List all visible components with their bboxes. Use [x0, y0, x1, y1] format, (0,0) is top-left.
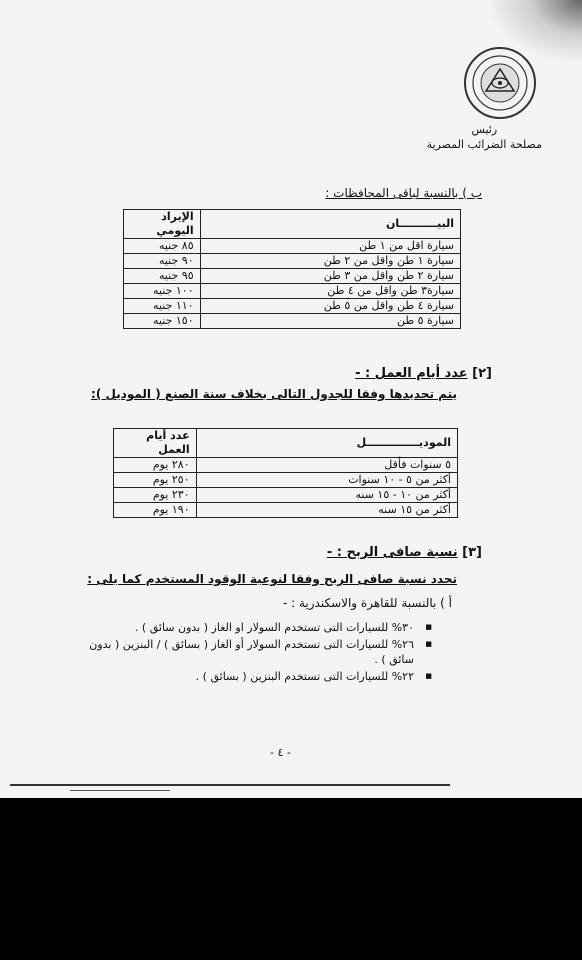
section-3-subheading: تحدد نسبة صافى الربح وفقا لنوعية الوقود المستخدم كما يلى : [87, 572, 457, 586]
table-header-row [114, 429, 458, 458]
work-days-table [113, 428, 458, 518]
seal-caption-title: رئيس [471, 123, 498, 136]
table-cell-description: سيارة ١ طن واقل من ٢ طن [200, 254, 460, 269]
table-cell-value: ٩٠ جنيه [124, 254, 201, 269]
section-2-number: [٢] [472, 366, 492, 381]
bottom-rule [10, 784, 450, 786]
bottom-rule-short [70, 790, 170, 791]
table-cell-value: ٨٥ جنيه [124, 239, 201, 254]
section-b-heading: ب ) بالنسبة لباقى المحافظات : [325, 186, 482, 200]
seal-caption [427, 122, 542, 152]
table-cell-value: ١١٠ جنيه [124, 299, 201, 314]
table-cell-description: أكثر من ٥ - ١٠ سنوات [196, 473, 457, 488]
official-seal-icon [462, 45, 538, 121]
table-cell-value: ١٠٠ جنيه [124, 284, 201, 299]
table-cell-description: سيارة ٢ طن واقل من ٣ طن [200, 269, 460, 284]
table-row [124, 269, 461, 284]
table-row [124, 314, 461, 329]
section-2-heading: عدد أيام العمل : - [355, 366, 468, 381]
table-header-model: الموديــــــــــــــل [196, 429, 457, 458]
table-cell-value: ٢٨٠ يوم [114, 458, 197, 473]
table-cell-description: سيارة ٤ طن واقل من ٥ طن [200, 299, 460, 314]
governorates-revenue-table [123, 209, 461, 329]
table-row [124, 284, 461, 299]
table-cell-value: ١٥٠ جنيه [124, 314, 201, 329]
section-3-title [327, 545, 482, 560]
table-row [124, 254, 461, 269]
table-row [114, 503, 458, 518]
table-cell-description: أكثر من ١٠ - ١٥ سنه [196, 488, 457, 503]
section-3-number: [٣] [462, 545, 482, 560]
table-header-daily-revenue: الإيراد اليومي [124, 210, 201, 239]
list-item: ■ ٢٦% للسيارات التى تستخدم السولار أو الغاز ( بسائق ) / البنزين ( بدون سائق ) . [72, 637, 432, 667]
table-header-work-days: عدد أيام العمل [114, 429, 197, 458]
table-cell-value: ١٩٠ يوم [114, 503, 197, 518]
page-number: - ٤ - [270, 746, 291, 759]
table-row [124, 299, 461, 314]
table-row [114, 488, 458, 503]
table-header-description: البيــــــــــان [200, 210, 460, 239]
section-2-title [355, 366, 492, 381]
section-3-heading: نسبة صافى الربح : - [326, 545, 458, 560]
table-cell-description: ٥ سنوات فأقل [196, 458, 457, 473]
list-item: ■ ٣٠% للسيارات التى تستخدم السولار او الغاز ( بدون سائق ) . [72, 620, 432, 635]
section-2-subheading: يتم تحديدها وفقا للجدول التالى بخلاف سنة الصنع ( الموديل ): [91, 387, 457, 401]
table-cell-description: أكثر من ١٥ سنه [196, 503, 457, 518]
table-cell-description: سيارة اقل من ١ طن [200, 239, 460, 254]
table-cell-description: سيارة٣ طن واقل من ٤ طن [200, 284, 460, 299]
profit-ratio-list [72, 620, 432, 686]
seal-caption-org: مصلحة الضرائب المصرية [426, 138, 542, 151]
table-header-row [124, 210, 461, 239]
table-cell-value: ٩٥ جنيه [124, 269, 201, 284]
section-3-sub-a: أ ) بالنسبة للقاهرة والاسكندرية : - [282, 596, 452, 610]
table-row [124, 239, 461, 254]
table-cell-description: سيارة ٥ طن [200, 314, 460, 329]
table-row [114, 458, 458, 473]
list-item: ■ ٢٢% للسيارات التى تستخدم البنزين ( بسائق ) . [72, 669, 432, 684]
table-cell-value: ٢٥٠ يوم [114, 473, 197, 488]
table-cell-value: ٢٣٠ يوم [114, 488, 197, 503]
table-row [114, 473, 458, 488]
